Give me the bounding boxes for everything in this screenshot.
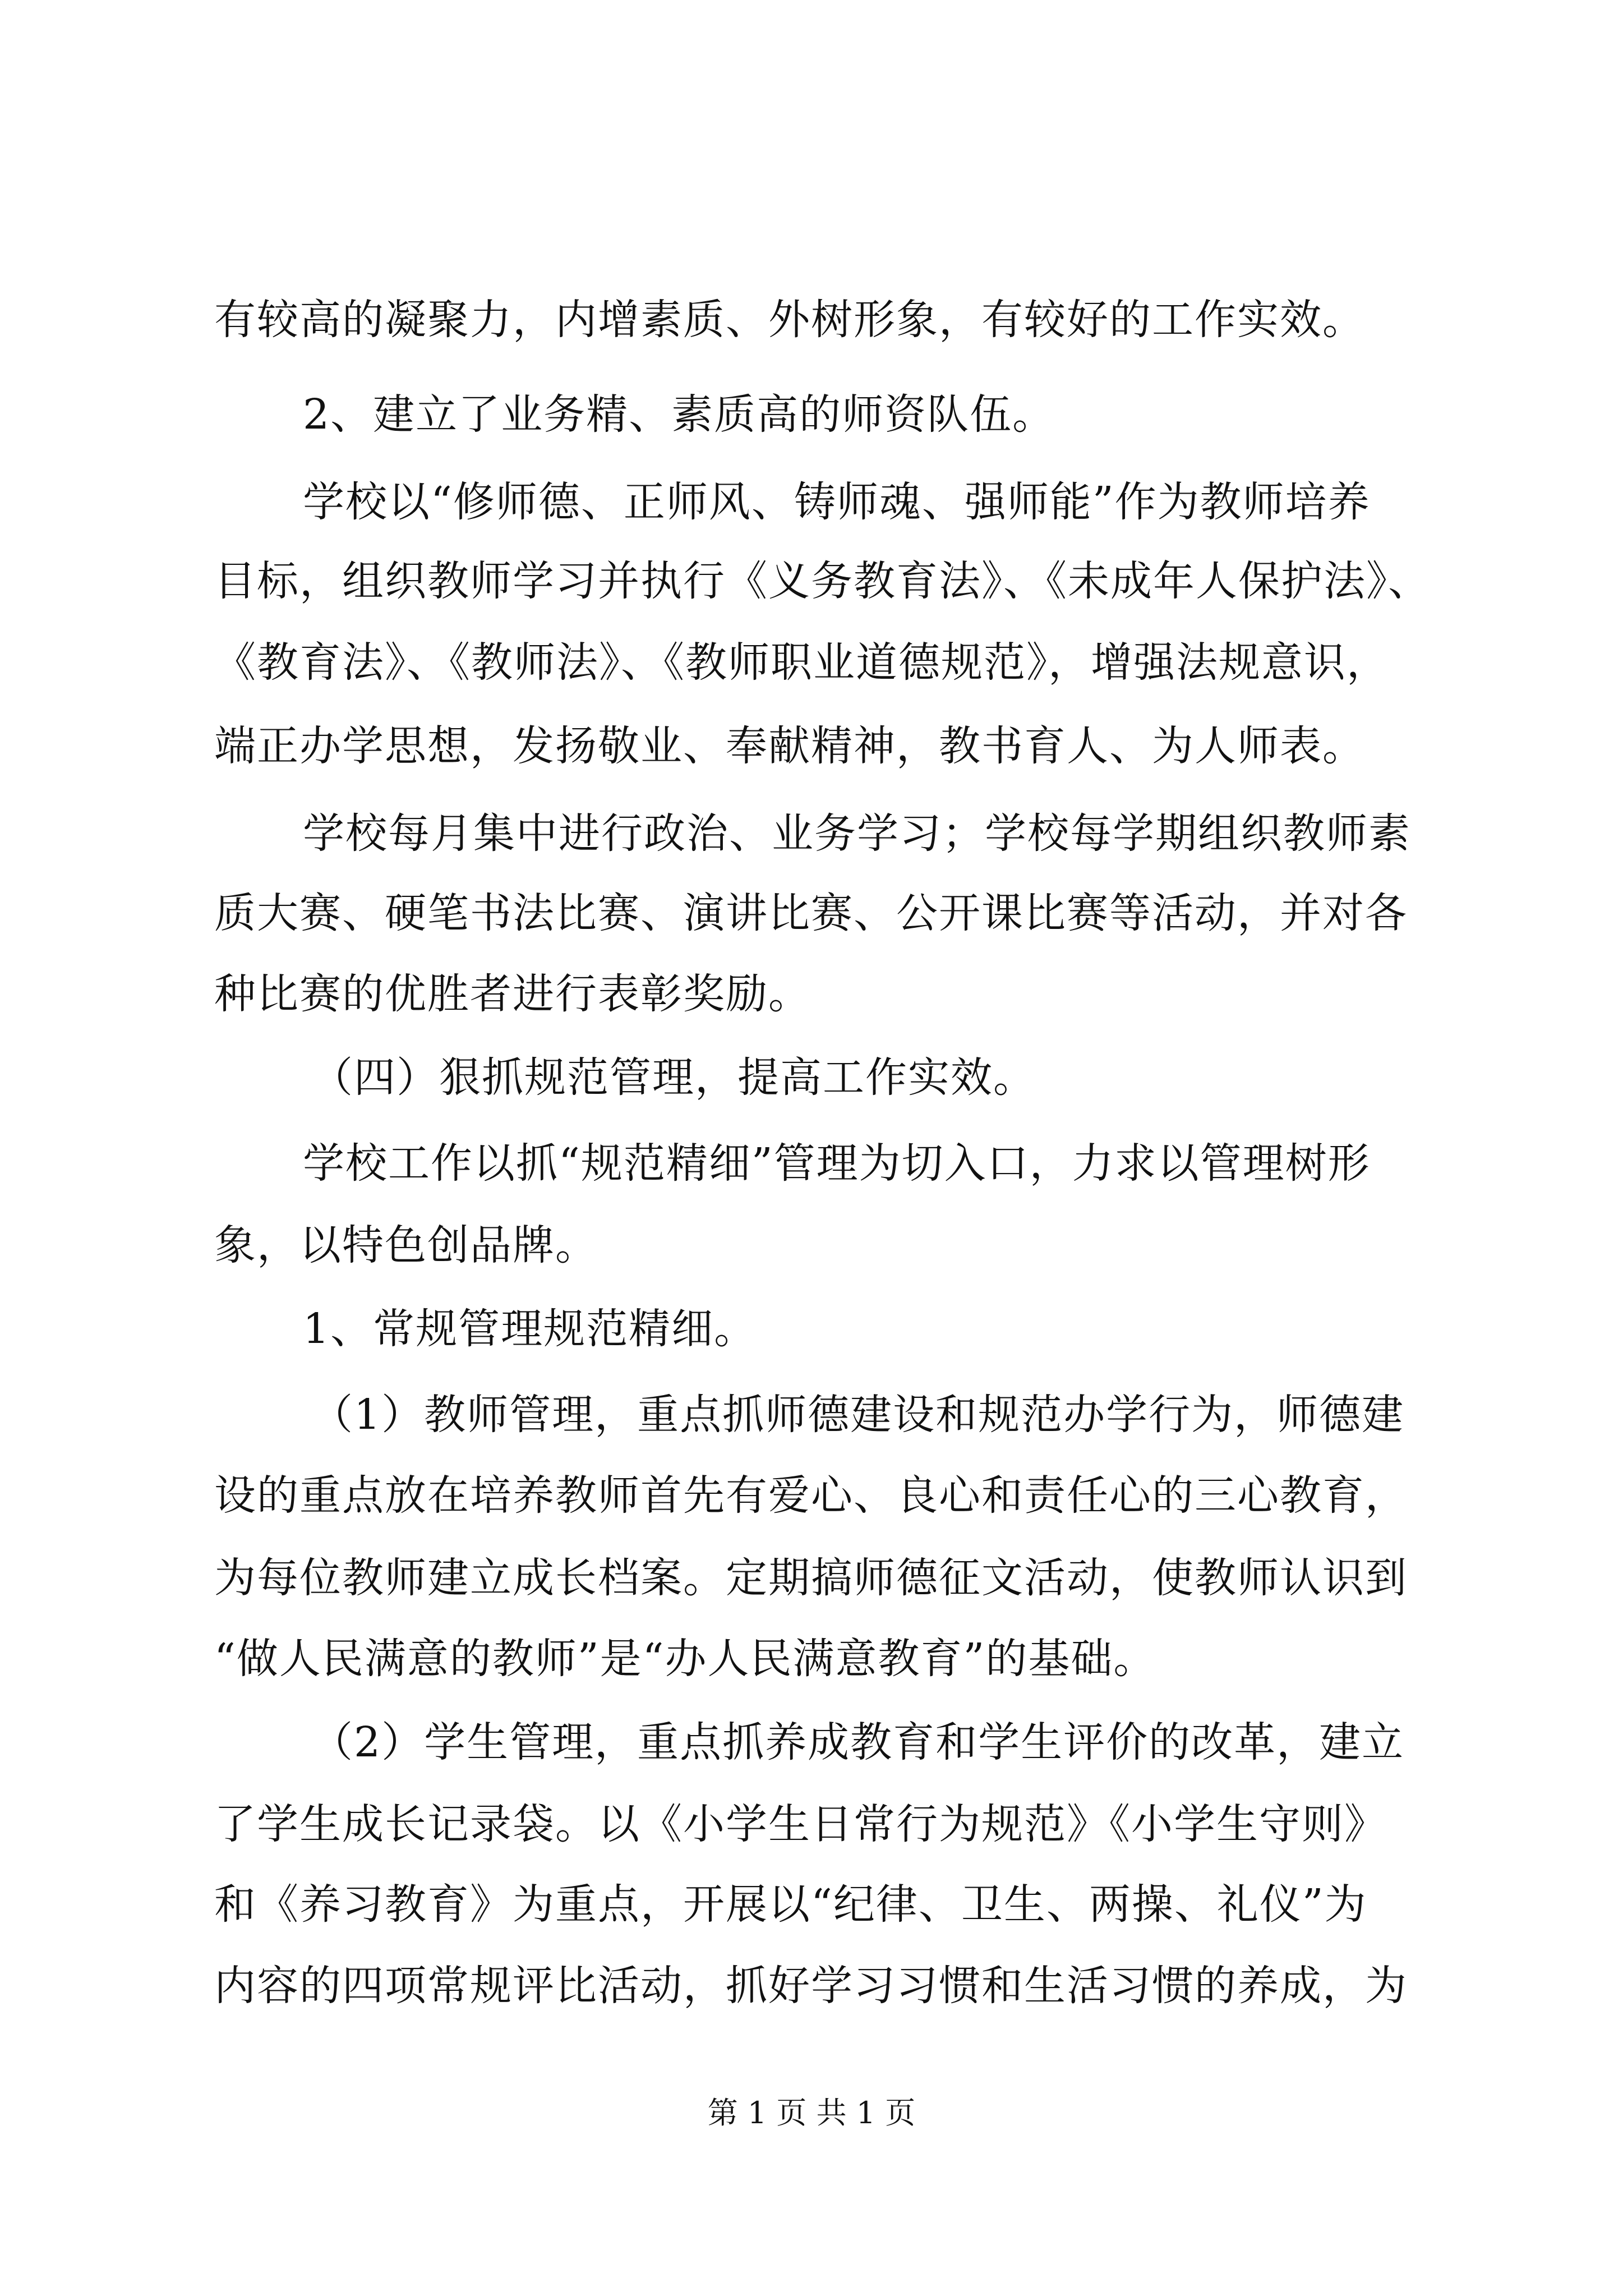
sub-heading: 1、常规管理规范精细。 [303,1305,757,1353]
body-line: 为每位教师建立成长档案。定期搞师德征文活动，使教师认识到 [214,1554,1408,1602]
body-line: 端正办学思想，发扬敬业、奉献精神，教书育人、为人师表。 [214,722,1365,770]
body-line: 有较高的凝聚力，内增素质、外树形象，有较好的工作实效。 [214,296,1365,344]
body-line: 2、建立了业务精、素质高的师资队伍。 [303,390,1055,439]
body-line: 和《养习教育》为重点，开展以“纪律、卫生、两操、礼仪”为 [214,1880,1367,1929]
body-line: 种比赛的优胜者进行表彰奖励。 [214,970,811,1018]
body-line: 质大赛、硬笔书法比赛、演讲比赛、公开课比赛等活动，并对各 [214,889,1408,937]
body-line: 学校以“修师德、正师风、铸师魂、强师能”作为教师培养 [303,478,1371,526]
body-line: 象，以特色创品牌。 [214,1221,598,1269]
body-line: 设的重点放在培养教师首先有爱心、良心和责任心的三心教育， [214,1471,1408,1520]
body-line: （1）教师管理，重点抓师德建设和规范办学行为，师德建 [311,1391,1405,1439]
body-line: 《教育法》、《教师法》、《教师职业道德规范》，增强法规意识， [214,638,1389,687]
body-line: 学校工作以抓“规范精细”管理为切入口，力求以管理树形 [303,1139,1371,1188]
body-line: 学校每月集中进行政治、业务学习；学校每学期组织教师素 [303,809,1411,858]
page-number-footer: 第 1 页 共 1 页 [707,2095,916,2131]
body-line: 了学生成长记录袋。以《小学生日常行为规范》《小学生守则》 [214,1800,1387,1848]
body-line: “做人民满意的教师”是“办人民满意教育”的基础。 [214,1635,1156,1683]
section-heading: （四）狠抓规范管理，提高工作实效。 [311,1053,1036,1102]
body-line: 内容的四项常规评比活动，抓好学习习惯和生活习惯的养成，为 [214,1962,1408,2010]
body-line: （2）学生管理，重点抓养成教育和学生评价的改革，建立 [311,1718,1405,1766]
body-line: 目标，组织教师学习并执行《义务教育法》、《未成年人保护法》、 [214,557,1431,605]
